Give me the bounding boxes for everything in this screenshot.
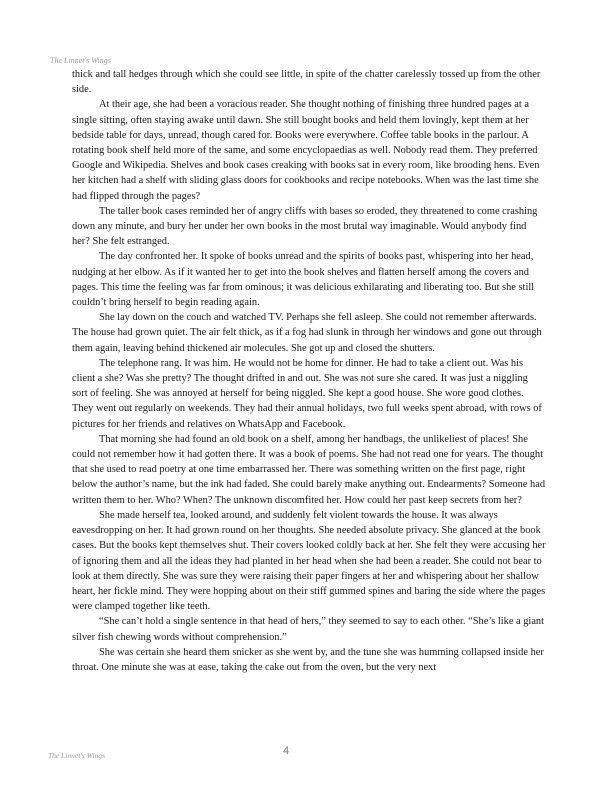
paragraph: “She can’t hold a single sentence in that head of hers,” they seemed to say to each other. “She’s like a giant silver fish chewing words without comprehension.” (72, 616, 545, 643)
running-footer: The Linnet's Wings (48, 751, 106, 760)
paragraph: The day confronted her. It spoke of books unread and the spirits of books past, whispering into her head, nudging at her elbow. As if it wanted her to get into the book shelves and flatten herself among the covers and pages. This time the feeling was far from ominous; it was delicious exhilarating and liberating too. But she still couldn’t bring herself to begin reading again. (72, 251, 535, 309)
paragraph: That morning she had found an old book on a shelf, among her handbags, the unlikeliest of places! She could not remember how it had gotten there. It was a book of poems. She had not read one for years. The thought that she used to read poetry at one time embarrassed her. There was something written on the first page, right below the author’s name, but the ink had faded. She could barely make anything out. Endearments? Someone had written them to her. Who? When? The unknown discomfited her. How could her past keep secrets from her? (72, 433, 546, 506)
paragraph: She was certain she heard them snicker as she went by, and the tune she was humming collapsed inside her throat. One minute she was at ease, taking the cake out from the oven, but the very next (72, 646, 544, 673)
paragraph: The taller book cases reminded her of angry cliffs with bases so eroded, they threatened to come crashing down any minute, and bury her under her own books in the most brutal way imaginable. Would anybody find her? She felt estranged. (72, 205, 538, 248)
running-header: The Linnet's Wings (50, 56, 111, 65)
paragraph: thick and tall hedges through which she could see little, in spite of the chatter carelessly tossed up from the other side. (72, 69, 541, 96)
paragraph: The telephone rang. It was him. He would not be home for dinner. He had to take a client out. Was his client a she? Was she pretty? The thought drifted in and out. She was not sure she cared. It was just a niggling sort of feeling. She was annoyed at herself for being niggled. She kept a good house. She wore good clothes. They went out regularly on weekends. They had their annual holidays, two full weeks spent abroad, with rows of pictures for her friends and relatives on WhatsApp and Facebook. (72, 357, 542, 430)
page-number: 4 (283, 745, 290, 757)
paragraph: She lay down on the couch and watched TV. Perhaps she fell asleep. She could not remember afterwards. The house had grown quiet. The air felt thick, as if a fog had slunk in through her windows and gone out through them again, leaving behind thickened air molecules. She got up and closed the shutters. (72, 312, 542, 354)
paragraph: At their age, she had been a voracious reader. She thought nothing of finishing three hundred pages at a single sitting, often staying awake until dawn. She still bought books and held them lovingly, kept them at her bedside table for days, unread, though cared for. Books were everywhere. Coffee table books in the parlour. A rotating book shelf held more of the same, and some encyclopaedias as well. Nobody read them. They preferred Google and Wikipedia. Shelves and book cases creaking with books sat in every room, like brooding hens. Even her kitchen had a shelf with sliding glass doors for cookbooks and recipe notebooks. When was the last time she had flipped through the pages? (72, 99, 540, 202)
paragraph: She made herself tea, looked around, and suddenly felt violent towards the house. It was always eavesdropping on her. It had grown round on her thoughts. She needed absolute privacy. She glanced at the book cases. But the books kept themselves shut. Their covers looked coldly back at her. She felt they were accusing her of ignoring them and all the ideas they had planted in her head when she had been a reader. She could not bear to look at them directly. She was sure they were raising their paper fingers at her and whispering about her shallow heart, her fickle mind. They were hopping about on their stiff gummed spines and baring the side where the pages were clamped together like teeth. (72, 509, 546, 613)
body-text (72, 67, 546, 675)
